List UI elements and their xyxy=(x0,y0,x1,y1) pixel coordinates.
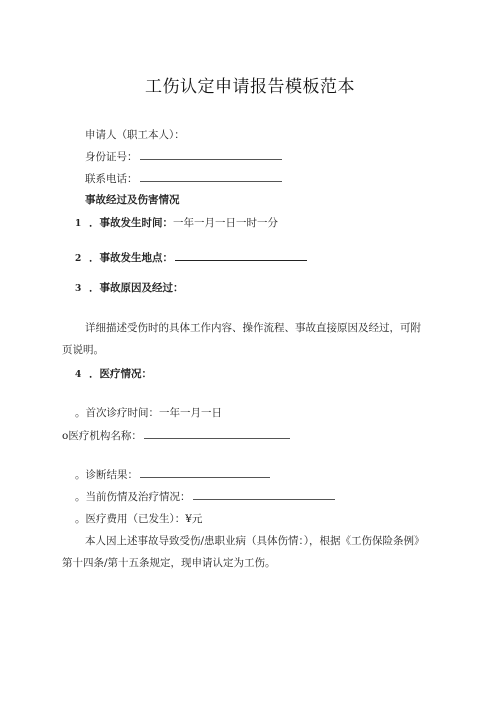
diagnosis-label: 。诊断结果： xyxy=(75,469,138,481)
conclusion-line1: 本人因上述事故导致受伤/患职业病（具体伤情：），根据《工伤保险条例》 xyxy=(85,535,425,547)
cause-description-line2: 页说明。 xyxy=(62,344,104,356)
cause-description-line1: 详细描述受伤时的具体工作内容、操作流程、事故直接原因及经过，可附 xyxy=(85,322,421,334)
conclusion-line2: 第十四条/第十五条规定，现申请认定为工伤。 xyxy=(62,557,276,569)
document-title: 工伤认定申请报告模板范本 xyxy=(145,77,355,97)
item-medical-number: 4 xyxy=(75,370,82,380)
item-time-value: 一年一月一日一时一分 xyxy=(173,217,278,229)
item-medical xyxy=(75,366,152,381)
applicant-name-label: 申请人（职工本人）： xyxy=(85,129,185,141)
institution-label: o医疗机构名称： xyxy=(62,430,142,442)
institution-field[interactable] xyxy=(144,428,290,439)
item-time-label: ．事故发生时间： xyxy=(89,217,173,229)
diagnosis-row xyxy=(75,467,270,482)
item-place-number: 2 xyxy=(75,254,82,264)
current-status-label: 。当前伤情及治疗情况： xyxy=(75,491,191,503)
item-cause-label: ．事故原因及经过： xyxy=(89,282,184,294)
item-place-label: ．事故发生地点： xyxy=(89,252,173,264)
id-number-row xyxy=(85,149,282,164)
section-heading: 事故经过及伤害情况 xyxy=(85,194,180,206)
id-number-label: 身份证号： xyxy=(85,151,138,163)
phone-row xyxy=(85,171,282,186)
medical-expenses: 。医疗费用（已发生）：¥元 xyxy=(75,513,203,525)
item-medical-label: ．医疗情况： xyxy=(89,368,152,380)
institution-row xyxy=(62,428,290,443)
item-time-number: 1 xyxy=(75,219,82,229)
first-visit-time: 。首次诊疗时间：一年一月一日 xyxy=(75,407,222,419)
current-status-field[interactable] xyxy=(193,489,335,500)
phone-label: 联系电话： xyxy=(85,173,138,185)
place-field[interactable] xyxy=(175,250,307,261)
current-status-row xyxy=(75,489,335,504)
item-cause-number: 3 xyxy=(75,284,82,294)
id-number-field[interactable] xyxy=(140,149,282,160)
item-place xyxy=(75,250,307,265)
item-time xyxy=(75,215,278,230)
phone-field[interactable] xyxy=(140,171,282,182)
item-cause xyxy=(75,280,184,295)
diagnosis-field[interactable] xyxy=(140,467,270,478)
